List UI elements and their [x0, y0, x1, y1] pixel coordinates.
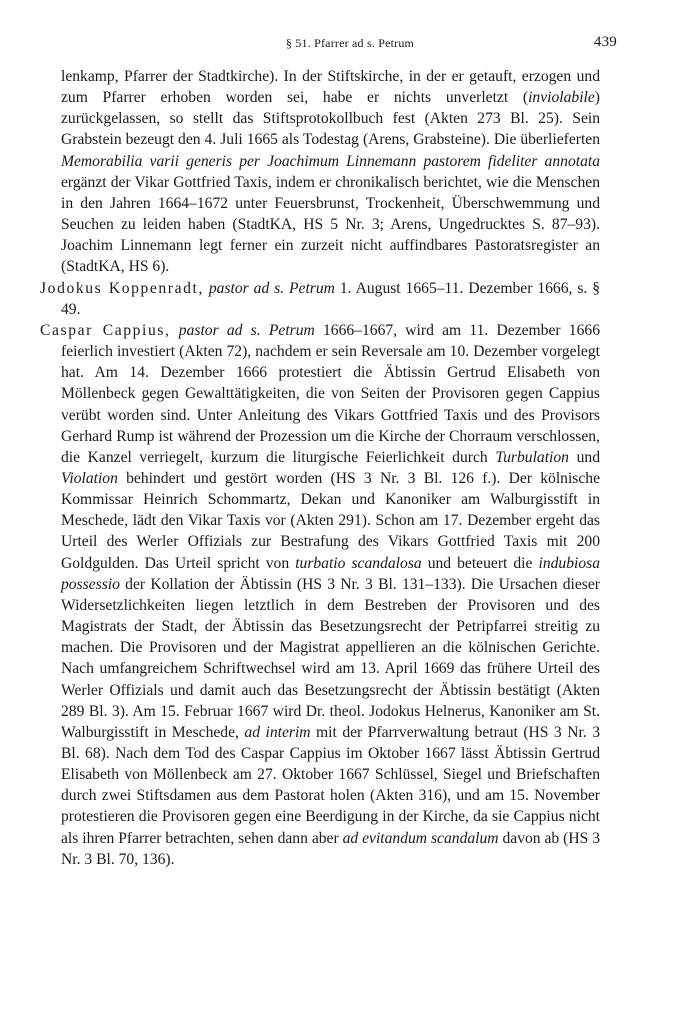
page-number: 439	[593, 34, 617, 50]
body-text	[40, 66, 600, 870]
entry-name: Caspar Cappius,	[40, 321, 171, 339]
entry-cappius: Caspar Cappius, pastor ad s. Petrum 1666–1667, wird am 11. Dezember 1666 feierlich investiert (Akten 72), nachdem er sein Reversale am 10. Dezember vorgelegt hat. Am 14. Dezember 1666 protestiert die Äbtissin Gertrud Elisabeth von Möllenbeck gegen Gewalttätigkeiten, die von Seiten der Provisoren gegen Cappius verübt worden sind. Unter Anleitung des Vikars Gottfried Taxis und des Provisors Gerhard Rump ist während der Prozession um die Kirche der Chorraum verschlossen, die Kanzel verriegelt, kurzum die liturgische Feierlichkeit durch Turbulation und Violation behindert und gestört worden (HS 3 Nr. 3 Bl. 126 f.). Der kölnische Kommissar Heinrich Schommartz, Dekan und Kanoniker am Walburgisstift in Meschede, lädt den Vikar Taxis vor (Akten 291). Schon am 17. Dezember ergeht das Urteil des Werler Offizials zur Bestrafung des Vikars Gottfried Taxis mit 200 Goldgulden. Das Urteil spricht von turbatio scandalosa und beteuert die indubiosa possessio der Kollation der Äbtissin (HS 3 Nr. 3 Bl. 131–133). Die Ursachen dieser Widersetzlichkeiten liegen letztlich in dem Bestreben der Provisoren und des Magistrats der Stadt, der Äbtissin das Besetzungsrecht der Petripfarrei streitig zu machen. Die Provisoren und der Magistrat appellieren an die kölnischen Gerichte. Nach umfangreichem Schriftwechsel wird am 13. April 1669 das frühere Urteil des Werler Offizials und damit auch das Besetzungsrecht der Äbtissin bestätigt (Akten 289 Bl. 3). Am 15. Februar 1667 wird Dr. theol. Jodokus Helnerus, Kanoniker am St. Walburgisstift in Meschede, ad interim mit der Pfarrverwaltung betraut (HS 3 Nr. 3 Bl. 68). Nach dem Tod des Caspar Cappius im Oktober 1667 lässt Äbtissin Gertrud Elisabeth von Möllenbeck am 27. Oktober 1667 Schlüssel, Siegel und Briefschaften durch zwei Stiftsdamen aus dem Pastorat holen (Akten 316), und am 15. November protestieren die Provisoren gegen eine Beerdigung in der Kirche, da sie Cappius nicht als ihren Pfarrer betrachten, sehen dann aber ad evitandum scandalum davon ab (HS 3 Nr. 3 Bl. 70, 136).	[40, 321, 600, 868]
running-head-title: § 51. Pfarrer ad s. Petrum	[285, 36, 415, 50]
entry-koppenradt: Jodokus Koppenradt, pastor ad s. Petrum 1. August 1665–11. Dezember 1666, s. § 49.	[40, 279, 600, 318]
entry-name: Jodokus Koppenradt,	[40, 279, 204, 297]
paragraph-linnemann-continuation: lenkamp, Pfarrer der Stadtkirche). In der Stiftskirche, in der er getauft, erzogen und zum Pfarrer erhoben worden sei, habe er nichts unverletzt (inviolabile) zurückgelassen, so stellt das Stiftsprotokollbuch fest (Akten 273 Bl. 25). Sein Grabstein bezeugt den 4. Juli 1665 als Todestag (Arens, Grabsteine). Die überlieferten Memorabilia varii generis per Joachimum Linnemann pastorem fideliter annotata ergänzt der Vikar Gottfried Taxis, indem er chronikalisch berichtet, wie die Menschen in den Jahren 1664–1672 unter Feuersbrunst, Trockenheit, Überschwemmung und Seuchen zu leiden haben (StadtKA, HS 5 Nr. 3; Arens, Ungedrucktes S. 87–93). Joachim Linnemann legt ferner ein zurzeit nicht auffindbares Pastoratsregister an (StadtKA, HS 6).	[61, 68, 600, 276]
